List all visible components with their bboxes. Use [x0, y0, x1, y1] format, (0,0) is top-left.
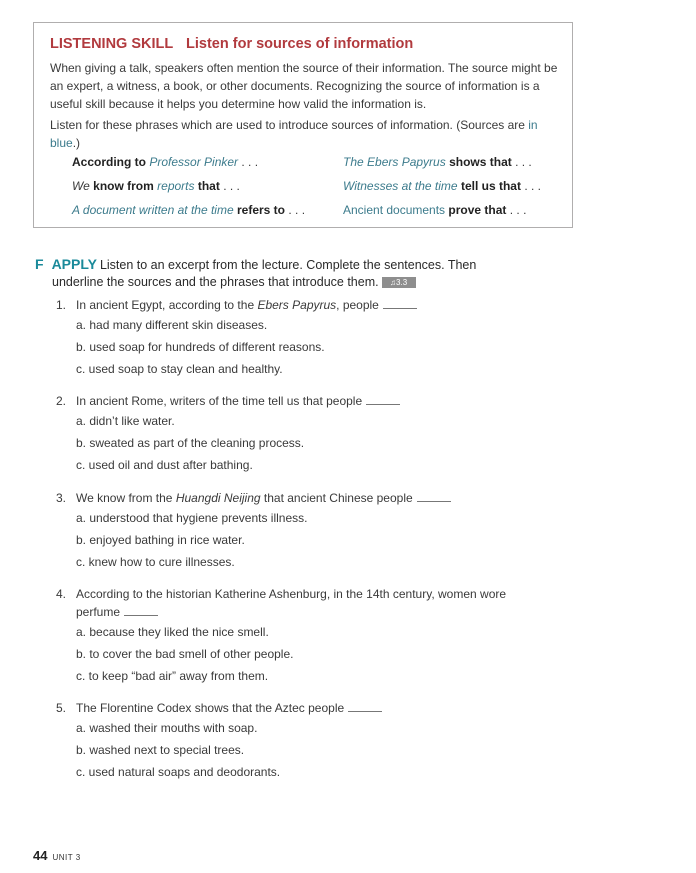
option-a: a. understood that hygiene prevents illness. — [76, 511, 308, 525]
option-c: c. knew how to cure illnesses. — [76, 555, 235, 569]
skill-subheading: Listen for sources of information — [186, 36, 414, 52]
option-c: c. used soap to stay clean and healthy. — [76, 362, 283, 376]
option-b: b. to cover the bad smell of other people. — [76, 647, 294, 661]
unit-label: UNIT 3 — [52, 853, 81, 862]
page-number: 44 — [33, 848, 48, 863]
listening-skill-box — [33, 22, 573, 228]
option-c: c. used natural soaps and deodorants. — [76, 765, 281, 779]
question-4: 4. According to the historian Katherine Ashenburg, in the 14th century, women wore perfume a. because they liked the nice smell. b. to cover the bad smell of other people. c. to keep “bad air” away from them. — [56, 585, 536, 687]
option-b: b. washed next to special trees. — [76, 743, 245, 757]
option-a: a. washed their mouths with soap. — [76, 721, 258, 735]
instruction-line-1: Listen to an excerpt from the lecture. Complete the sentences. Then — [99, 258, 477, 272]
phrase-prove-that: Ancient documents prove that . . . — [343, 203, 527, 217]
question-3: 3. We know from the Huangdi Neijing that ancient Chinese people a. understood that hygiene prevents illness. b. enjoyed bathing in rice water. c. knew how to cure illnesses. — [56, 489, 536, 573]
option-c: c. to keep “bad air” away from them. — [76, 669, 269, 683]
option-a: a. didn’t like water. — [76, 414, 175, 428]
skill-paragraph-1: When giving a talk, speakers often mention the source of their information. The source might be an expert, a witness, a book, or other documents. Recognizing the source of information is a useful skill because it helps you determine how valid the information is. — [50, 61, 558, 111]
phrase-refers-to: A document written at the time refers to . . . — [72, 203, 306, 217]
phrase-shows-that: The Ebers Papyrus shows that . . . — [343, 155, 532, 169]
option-b: b. enjoyed bathing in rice water. — [76, 533, 245, 547]
option-b: b. used soap for hundreds of different reasons. — [76, 340, 325, 354]
section-letter: F — [35, 256, 44, 272]
question-2: 2. In ancient Rome, writers of the time tell us that people a. didn’t like water. b. sweated as part of the cleaning process. c. used oil and dust after bathing. — [56, 392, 536, 476]
option-c: c. used oil and dust after bathing. — [76, 458, 253, 472]
instruction-line-2: underline the sources and the phrases that introduce them. — [52, 275, 379, 289]
phrase-know-from: We know from reports that . . . — [72, 179, 240, 193]
skill-heading: LISTENING SKILL — [50, 36, 173, 52]
phrase-according-to: According to Professor Pinker . . . — [72, 155, 259, 169]
answer-blank[interactable] — [417, 493, 451, 502]
skill-paragraph-2: Listen for these phrases which are used to introduce sources of information. (Sources are in blue.) — [50, 118, 538, 150]
question-5: 5. The Florentine Codex shows that the Aztec people a. washed their mouths with soap. b. washed next to special trees. c. used natural soaps and deodorants. — [56, 699, 536, 783]
question-1: 1. In ancient Egypt, according to the Ebers Papyrus, people a. had many different skin diseases. b. used soap for hundreds of different reasons. c. used soap to stay clean and healthy. — [56, 296, 536, 380]
answer-blank[interactable] — [124, 607, 158, 616]
answer-blank[interactable] — [366, 396, 400, 405]
option-a: a. had many different skin diseases. — [76, 318, 268, 332]
section-f-heading — [35, 256, 555, 291]
answer-blank[interactable] — [383, 300, 417, 309]
answer-blank[interactable] — [348, 703, 382, 712]
skill-title — [50, 36, 413, 52]
sources-blue-note: in blue — [50, 118, 538, 150]
option-b: b. sweated as part of the cleaning process. — [76, 436, 305, 450]
phrase-tell-us-that: Witnesses at the time tell us that . . . — [343, 179, 541, 193]
section-label: APPLY — [51, 256, 97, 272]
headphones-icon[interactable]: ♫3.3 — [382, 277, 416, 288]
option-a: a. because they liked the nice smell. — [76, 625, 269, 639]
page-footer — [33, 848, 81, 863]
